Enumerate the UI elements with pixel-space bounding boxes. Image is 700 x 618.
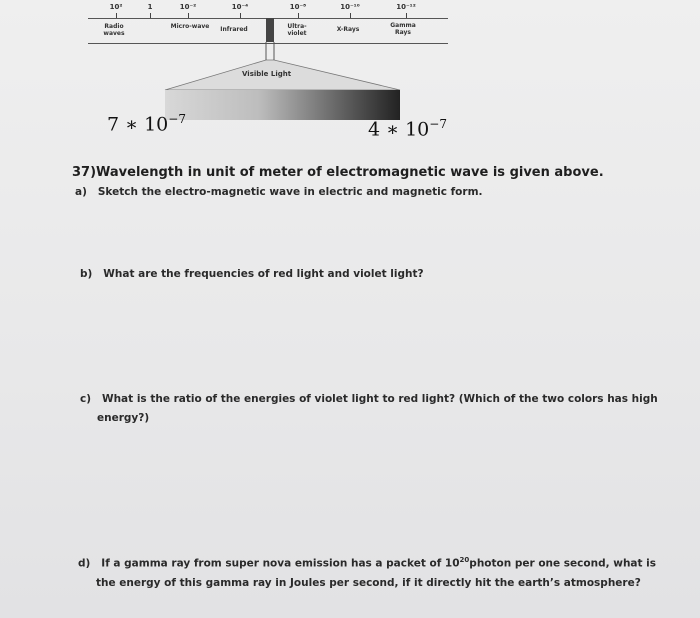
band-label: Ultra-violet [287, 23, 307, 37]
question-heading: 37)Wavelength in unit of meter of electromagnetic wave is given above. [72, 165, 604, 180]
band-label: X-Rays [336, 26, 360, 33]
question-text: What are the frequencies of red light and violet light? [103, 268, 424, 280]
question-label: c) [80, 393, 92, 405]
visible-spectrum-bar [165, 90, 400, 120]
question-c [80, 390, 658, 428]
band-label: Radio waves [103, 23, 125, 37]
question-label: d) [78, 557, 91, 570]
wavelength-tick: 10² [109, 3, 123, 11]
wavelength-tick: 10⁻⁸ [289, 3, 307, 11]
question-text: Sketch the electro-magnetic wave in electric and magnetic form. [97, 186, 483, 198]
question-label: b) [80, 268, 93, 280]
question-d [78, 551, 656, 593]
question-text: If a gamma ray from super nova emission has a packet of 10 [101, 557, 460, 570]
band-label: Micro-wave [170, 23, 210, 30]
question-b [80, 265, 424, 284]
red-wavelength-formula [107, 112, 186, 135]
wavelength-tick: 10⁻⁴ [231, 3, 249, 11]
formula-exponent: −7 [429, 117, 447, 131]
wavelength-tick: 1 [147, 3, 153, 11]
question-text: photon per one second, what is [469, 557, 657, 570]
formula-exponent: −7 [168, 112, 186, 126]
band-label: Infrared [220, 26, 248, 33]
photon-exponent: 20 [459, 556, 470, 564]
band-label: Gamma Rays [390, 22, 416, 36]
visible-light-label: Visible Light [242, 70, 292, 78]
formula-base: 4 ∗ 10 [368, 118, 430, 141]
question-text: energy?) [97, 412, 150, 424]
question-text: What is the ratio of the energies of violet light to red light? (Which of the two colors has high [102, 393, 658, 405]
wavelength-tick: 10⁻¹² [396, 3, 416, 11]
question-text: the energy of this gamma ray in Joules per second, if it directly hit the earth’s atmosphere? [96, 576, 641, 589]
wavelength-tick: 10⁻² [179, 3, 197, 11]
violet-wavelength-formula [368, 117, 447, 140]
question-a [75, 183, 483, 202]
wavelength-tick: 10⁻¹⁰ [340, 3, 360, 11]
formula-base: 7 ∗ 10 [107, 113, 169, 136]
question-label: a) [75, 186, 87, 198]
